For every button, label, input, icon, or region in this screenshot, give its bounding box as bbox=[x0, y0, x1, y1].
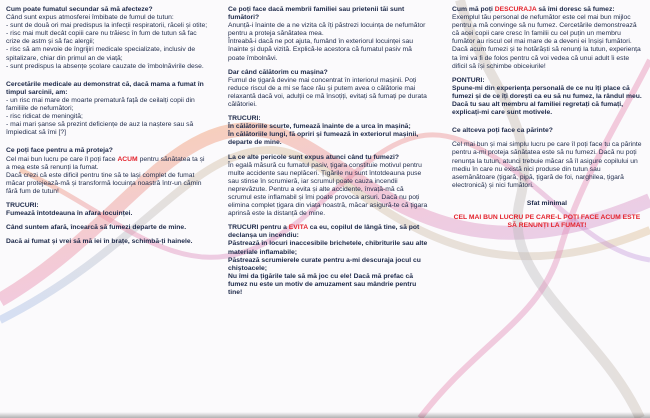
text-span: ca eu, copilul de lângă tine, să pot declanșa un incendiu: bbox=[228, 224, 420, 240]
final-advice-text: CEL MAI BUN LUCRU PE CARE-L POȚI FACE ACUM ESTE SĂ RENUNȚI LA FUMAT! bbox=[453, 213, 641, 230]
trick-item: În călătoriile lungi, fă opriri și fumează în exteriorul mașinii, departe de mine. bbox=[228, 131, 419, 147]
question-family: Ce poți face dacă membrii familiei sau prietenii tăi sunt fumători? bbox=[228, 6, 405, 22]
trick-item: În călătoriile scurte, fumează înainte de a urca în mașină; bbox=[228, 123, 411, 131]
paragraph-line: Dacă crezi că este dificil pentru tine să te lași complet de fumat măcar protejează-mă și transformă locuința noastră într-un cămin fără fum de tutun! bbox=[6, 171, 202, 195]
tricks-heading: TRUCURI: bbox=[6, 201, 39, 209]
paragraph-line: Anunță-i înainte de a ne vizita că îți păstrezi locuința de nefumător pentru a proteja sănătatea mea. bbox=[228, 22, 426, 38]
paragraph-line: Fumul de țigară devine mai concentrat în interiorul mașinii. Poți reduce riscul de a mi se face rău și putem avea o călătorie mai relaxantă dacă voi, adulții ce mă însoțiți, evitați să fumați pe durata călătoriei. bbox=[228, 76, 427, 109]
text-span: Cel mai bun lucru pe care îl poți face bbox=[6, 155, 118, 163]
highlight-evita: EVITA bbox=[288, 224, 308, 232]
trick-item: Fumează întotdeauna în afara locuinței. bbox=[6, 210, 133, 218]
paragraph-line: Întreabă-i dacă ne pot ajuta, fumând în exteriorul locuinței sau înainte și după vizită. Explică-le acestora că fumatul pasiv mă poate îmbolnăvi. bbox=[228, 38, 413, 62]
question-protect: Ce poți face pentru a mă proteja? bbox=[6, 147, 113, 155]
highlight-acum: ACUM bbox=[117, 155, 138, 163]
text-span: Cum mă poți bbox=[452, 6, 495, 13]
question-car: Dar când călătorim cu mașina? bbox=[228, 68, 328, 76]
column-left bbox=[6, 6, 209, 246]
tricks-heading: TRUCURI: bbox=[228, 115, 261, 123]
question-dangers: La ce alte pericole sunt expus atunci când tu fumezi? bbox=[228, 153, 400, 161]
tip-item: Dacă tu sau alt membru al familiei regretați că fumați, explicați-mi care sunt motivele. bbox=[452, 101, 624, 117]
paragraph-line: - un risc mai mare de moarte prematură față de ceilalți copii din familiile de nefumători; bbox=[6, 96, 195, 113]
question-secondhand-smoke: Cum poate fumatul secundar să mă afecteze? bbox=[6, 6, 153, 13]
trick-item: Dacă ai fumat și vrei să mă iei în brațe, schimbă-ți hainele. bbox=[6, 238, 193, 246]
column-right bbox=[452, 6, 642, 230]
paragraph-line: Când sunt expus atmosferei îmbibate de fumul de tutun: bbox=[6, 14, 174, 22]
bottom-edge-shadow bbox=[0, 412, 650, 418]
final-advice-title: Sfat minimal bbox=[526, 199, 568, 207]
trick-item: Nu îmi da țigările tale să mă joc cu ele! Dacă mă prefac că fumez nu este un motiv de amuzament sau mândrie pentru tine! bbox=[228, 272, 417, 296]
research-heading: Cercetările medicale au demonstrat că, dacă mama a fumat în timpul sarcinii, am: bbox=[6, 80, 204, 96]
paragraph-line: În egală măsură cu fumatul pasiv, țigara constituie motivul pentru multe accidente sau neplăceri. Țigările nu sunt întotdeauna puse sau stinse în scrumieră, iar scrumul poate cauza incendii neprevăzute. Pentru a evita și alte accidente, învață-mă că scrumul este inflamabil și îmi poate provoca arsuri. Dacă nu poți elimina complet țigara din viața noastră, măcar asigură-te că țigara aprinsă este la distanță de mine. bbox=[228, 161, 428, 218]
paragraph-line: - risc să am nevoie de îngrijiri medicale specializate, inclusiv de spitalizare, chiar din primul an de viață; bbox=[6, 46, 196, 62]
paragraph-line: - mai mari șanse să prezint deficiențe de auz la naștere sau să împiedicat să îmi [?] bbox=[6, 121, 194, 137]
text-span: pentru sănătatea ta și a mea este să renunți la fumat. bbox=[6, 155, 205, 171]
column-middle bbox=[228, 6, 428, 297]
paragraph-protect bbox=[6, 156, 209, 172]
paragraph-line: - risc ridicat de meningită; bbox=[6, 113, 83, 121]
paragraph-line: - risc mai mult decât copiii care nu trăiesc în fum de tutun să fac crize de astm și să fac alergii; bbox=[6, 30, 197, 46]
paragraph-line: - sunt de două ori mai predispus la infecții respiratorii, răceli și otite; bbox=[6, 22, 208, 30]
tips-heading: PONTURI: bbox=[452, 76, 485, 84]
text-span: să îmi doresc să fumez: bbox=[536, 6, 615, 13]
paragraph-line: Dacă acum fumezi și te hotărăști să renunți la tutun, experiența ta îmi va fi de folos pentru că voi vedea că unui adult îi este dificil să își schimbe obiceiurile! bbox=[452, 46, 641, 70]
tip-item: Spune-mi din experiența personală de ce nu îți place că fumezi și de ce îți dorești ca eu să nu fumez, la rândul meu. bbox=[452, 84, 642, 100]
trick-item: Păstrează în locuri inaccesibile brichetele, chibriturile sau alte materiale inflamabile; bbox=[228, 240, 428, 256]
question-parent: Ce altceva poți face ca părinte? bbox=[452, 127, 553, 135]
paragraph-line: - sunt predispus la absențe școlare cauzate de îmbolnăvirile dese. bbox=[6, 62, 204, 70]
tricks-avoid-heading bbox=[228, 224, 428, 240]
trick-item: Când suntem afară, încearcă să fumezi departe de mine. bbox=[6, 224, 187, 232]
paragraph-line: Exemplul tău personal de nefumător este cel mai bun mijloc pentru a mă convinge să nu fumez. Cercetările demonstrează că acei copii care cresc în familii cu cel puțin un membru fumător au riscul cel mai mare de a deveni ei înșiși fumători. bbox=[452, 14, 637, 46]
text-span: TRUCURI pentru a bbox=[228, 224, 289, 232]
question-discourage bbox=[452, 6, 642, 14]
highlight-descuraja: DESCURAJA bbox=[494, 6, 537, 13]
trick-item: Păstrează scrumierele curate pentru a-mi descuraja jocul cu chiștoacele; bbox=[228, 256, 421, 272]
paragraph-line: Cel mai bun și mai simplu lucru pe care îl poți face tu ca părinte pentru a-mi proteja sănătatea este să nu fumezi. Dacă nu poți renunța la tutun, atunci trebuie măcar să îl asigure copilului un mediu în care nu există nici produse din tutun sau asemănătoare (țigară, pipă, țigară de foi, narghilea, țigară electronică) și nici fumători. bbox=[452, 141, 642, 189]
